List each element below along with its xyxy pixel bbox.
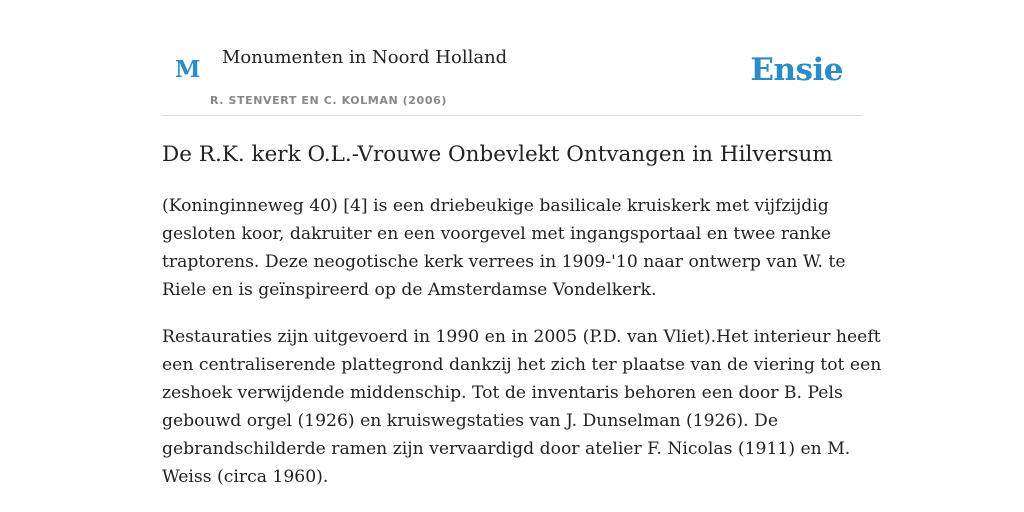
paragraph-2	[162, 323, 882, 491]
paragraph-line: gebrandschilderde ramen zijn vervaardigd door atelier F. Nicolas (1911) en M.	[162, 439, 851, 459]
paragraph-line: gesloten koor, dakruiter en een voorgevel met ingangsportaal en twee ranke	[162, 224, 831, 244]
paragraph-line: (Koninginneweg 40) [4] is een driebeukige basilicale kruiskerk met vijfzijdig	[162, 196, 829, 216]
article-body	[162, 192, 882, 510]
article-title: De R.K. kerk O.L.-Vrouwe Onbevlekt Ontvangen in Hilversum	[162, 142, 833, 167]
paragraph-line: Riele en is geïnspireerd op de Amsterdamse Vondelkerk.	[162, 280, 657, 300]
source-logo-icon[interactable]: M	[175, 56, 201, 83]
paragraph-line: gebouwd orgel (1926) en kruiswegstaties van J. Dunselman (1926). De	[162, 411, 779, 431]
paragraph-1	[162, 192, 882, 304]
source-author: R. STENVERT EN C. KOLMAN (2006)	[210, 94, 447, 107]
ensie-logo-link[interactable]: Ensie	[750, 52, 843, 88]
paragraph-line: traptorens. Deze neogotische kerk verrees in 1909-'10 naar ontwerp van W. te	[162, 252, 846, 272]
paragraph-line: zeshoek verwijdende middenschip. Tot de inventaris behoren een door B. Pels	[162, 383, 843, 403]
source-header	[162, 36, 862, 116]
paragraph-line: Restauraties zijn uitgevoerd in 1990 en in 2005 (P.D. van Vliet).Het interieur heeft	[162, 327, 881, 347]
source-title-link[interactable]: Monumenten in Noord Holland	[222, 47, 508, 68]
paragraph-line: een centraliserende plattegrond dankzij het zich ter plaatse van de viering tot een	[162, 355, 882, 375]
paragraph-line: Weiss (circa 1960).	[162, 467, 329, 487]
